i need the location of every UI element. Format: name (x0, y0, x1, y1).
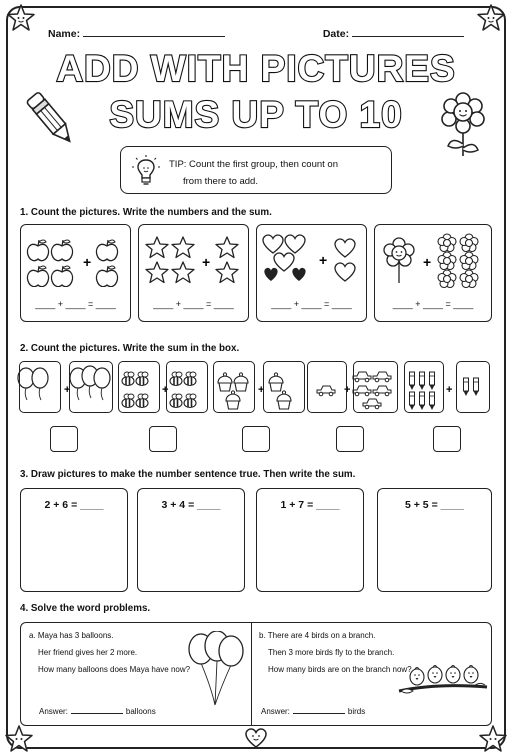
picture-box (307, 361, 347, 413)
answer-label: Answer: (39, 707, 68, 716)
problem-a-text (29, 627, 190, 678)
svg-text:+: + (258, 384, 265, 396)
star-icon (172, 262, 194, 283)
answer-a[interactable] (39, 707, 156, 716)
addition-blank[interactable]: ____ + ____ = ____ (392, 299, 474, 309)
draw-box[interactable] (137, 488, 245, 592)
picture-box (118, 361, 160, 413)
header-row (48, 27, 464, 40)
flower-pictures (379, 231, 487, 291)
picture-box (19, 361, 61, 413)
heart-icon (285, 235, 305, 253)
problem-a-line: Her friend gives her 2 more. (38, 648, 138, 657)
apple-icon (51, 240, 72, 261)
svg-text:+: + (423, 254, 432, 270)
flower-icon (460, 252, 478, 270)
bird-icon (428, 666, 442, 684)
star-corner-icon (4, 724, 34, 754)
star-icon (216, 262, 238, 283)
heart-pictures (261, 231, 361, 287)
star-corner-icon (476, 3, 506, 33)
flower-icon (438, 234, 456, 252)
star-icon (216, 237, 238, 258)
problem-b-line: Then 3 more birds fly to the branch. (268, 648, 395, 657)
bird-icon (446, 666, 460, 684)
problem-b-line: b. There are 4 birds on a branch. (259, 631, 376, 640)
answer-label: Answer: (261, 707, 290, 716)
heart-bottom-icon (244, 727, 268, 749)
count-group-flowers (374, 224, 492, 322)
date-field[interactable] (323, 27, 464, 40)
answer-unit: birds (347, 707, 366, 716)
addition-blank[interactable]: ____ + ____ = ____ (35, 299, 116, 309)
picture-box (404, 361, 444, 413)
draw-box[interactable] (256, 488, 364, 592)
star-corner-icon (6, 3, 36, 33)
bird-icon (410, 668, 424, 686)
sum-answer-box[interactable] (433, 426, 461, 452)
apple-icon (27, 266, 48, 287)
svg-text:+: + (83, 254, 92, 270)
tip-line-1: TIP: Count the first group, then count on (169, 159, 338, 170)
star-icon (146, 262, 168, 283)
picture-box (166, 361, 208, 413)
count-group-hearts (256, 224, 367, 322)
svg-text:+: + (446, 384, 453, 396)
problem-a-line: How many balloons does Maya have now? (38, 665, 191, 674)
tip-line-2: from there to add. (183, 176, 258, 187)
birds-on-branch-illustration (397, 647, 489, 699)
tip-text (169, 156, 389, 190)
apple-icon (96, 266, 117, 287)
draw-box[interactable] (377, 488, 492, 592)
balloons-illustration (185, 631, 247, 707)
title-line-2: SUMS UP TO 10 (109, 94, 403, 135)
title-line-1: ADD WITH PICTURES (56, 48, 456, 89)
problem-a-line: a. Maya has 3 balloons. (29, 631, 114, 640)
star-corner-icon (478, 724, 508, 754)
svg-text:+: + (344, 384, 351, 396)
draw-box[interactable] (20, 488, 128, 592)
svg-text:+: + (319, 252, 328, 268)
problem-b-text (259, 627, 412, 678)
heart-icon (335, 239, 355, 257)
section-4-heading: 4. Solve the word problems. (20, 603, 151, 614)
pencil-icon (22, 86, 80, 152)
answer-b[interactable] (261, 707, 365, 716)
count-group-apples (20, 224, 131, 322)
sum-answer-box[interactable] (336, 426, 364, 452)
addition-blank[interactable]: ____ + ____ = ____ (153, 299, 234, 309)
picture-box (213, 361, 255, 413)
star-pictures (143, 231, 243, 287)
apple-icon (51, 266, 72, 287)
flower-icon (438, 252, 456, 270)
section-3-heading: 3. Draw pictures to make the number sentence true. Then write the sum. (20, 469, 356, 480)
answer-unit: balloons (125, 707, 156, 716)
sum-answer-box[interactable] (50, 426, 78, 452)
flower-icon (460, 270, 478, 288)
star-icon (172, 237, 194, 258)
apple-icon (96, 240, 117, 261)
addition-blank[interactable]: ____ + ____ = ____ (271, 299, 352, 309)
date-label: Date: (322, 28, 350, 40)
flower-icon (460, 234, 478, 252)
number-sentence: 5 + 5 = ____ (405, 499, 464, 511)
word-problems-box (20, 622, 492, 726)
picture-box (353, 361, 398, 413)
number-sentence: 1 + 7 = ____ (280, 499, 340, 511)
number-sentence: 3 + 4 = ____ (161, 499, 221, 511)
svg-text:+: + (162, 384, 169, 396)
apple-icon (27, 240, 48, 261)
section-1-heading: 1. Count the pictures. Write the numbers and the sum. (20, 207, 272, 218)
star-icon (146, 237, 168, 258)
balloon-icon (219, 636, 243, 666)
divider (251, 623, 252, 725)
picture-box (456, 361, 490, 413)
heart-icon (263, 235, 283, 253)
picture-box (263, 361, 305, 413)
problem-b-line: How many birds are on the branch now? (268, 665, 412, 674)
svg-text:+: + (64, 384, 71, 396)
flower-icon (436, 92, 490, 158)
flower-icon (438, 270, 456, 288)
big-flower-icon (384, 238, 414, 283)
sum-answer-box[interactable] (242, 426, 270, 452)
lightbulb-icon (131, 154, 161, 188)
section-2-heading: 2. Count the pictures. Write the sum in the box. (20, 343, 240, 354)
tip-box (120, 146, 392, 194)
heart-icon (335, 263, 355, 281)
sum-answer-box[interactable] (149, 426, 177, 452)
bird-icon (464, 666, 478, 684)
count-group-stars (138, 224, 249, 322)
picture-box (69, 361, 113, 413)
heart-icon (274, 253, 294, 271)
name-label: Name: (48, 28, 81, 40)
number-sentence: 2 + 6 = ____ (44, 499, 104, 511)
apple-pictures (25, 231, 125, 287)
svg-text:+: + (202, 254, 211, 270)
name-field[interactable] (48, 27, 225, 40)
